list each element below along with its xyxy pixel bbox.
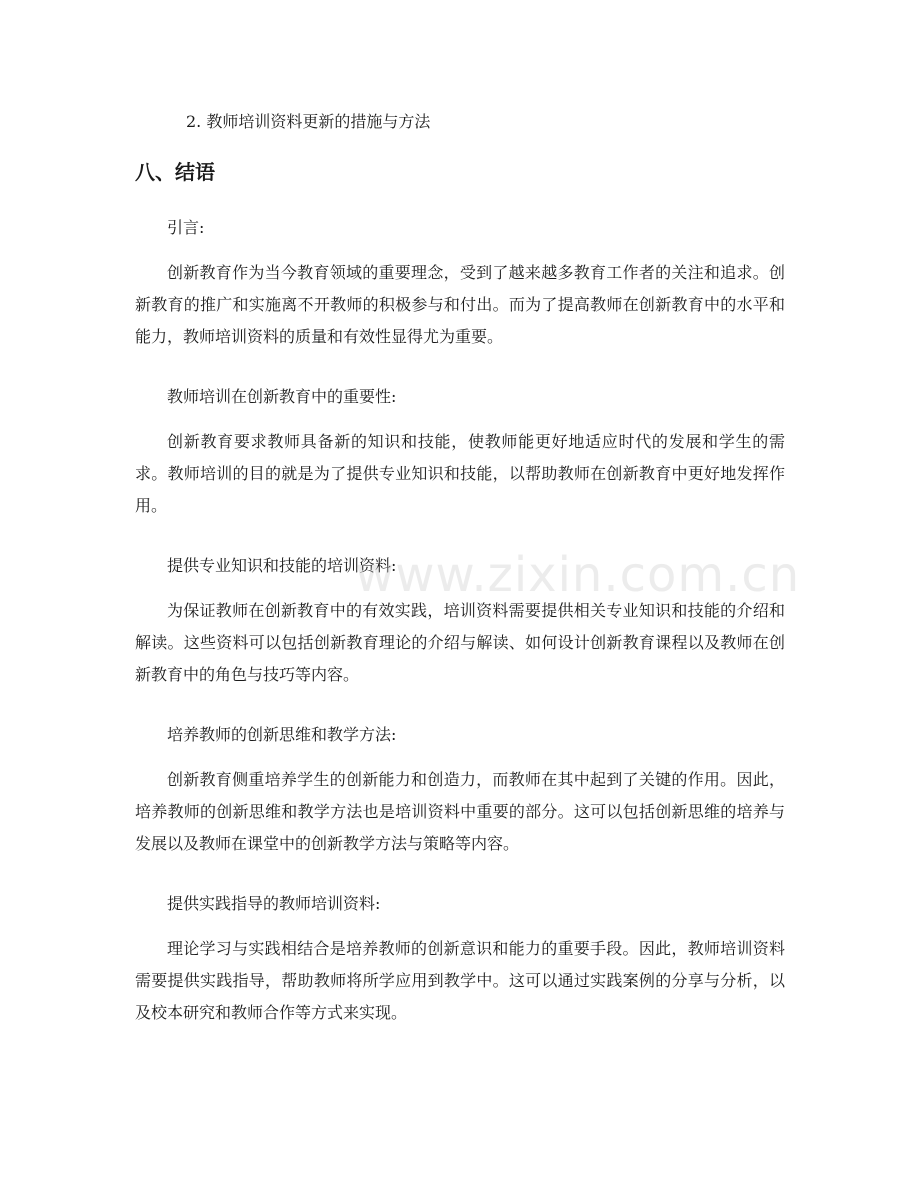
paragraph-professional-materials: 为保证教师在创新教育中的有效实践，培训资料需要提供相关专业知识和技能的介绍和解读。这些资料可以包括创新教育理论的介绍与解读、如何设计创新教育课程以及教师在创新教育中的角色与技巧等内容。 xyxy=(135,601,785,684)
subheading-importance: 教师培训在创新教育中的重要性: xyxy=(167,387,397,406)
list-item-measures: 2. 教师培训资料更新的措施与方法 xyxy=(186,112,431,131)
section-heading-conclusion: 八、结语 xyxy=(135,160,215,184)
subheading-practical-guidance: 提供实践指导的教师培训资料: xyxy=(167,894,381,913)
subheading-innovative-thinking: 培养教师的创新思维和教学方法: xyxy=(167,725,397,744)
paragraph-practical-guidance: 理论学习与实践相结合是培养教师的创新意识和能力的重要手段。因此，教师培训资料需要提供实践指导，帮助教师将所学应用到教学中。这可以通过实践案例的分享与分析，以及校本研究和教师合作等方式来实现。 xyxy=(135,939,785,1022)
watermark: www.zixin.com.cn xyxy=(355,547,801,603)
paragraph-innovative-thinking: 创新教育侧重培养学生的创新能力和创造力，而教师在其中起到了关键的作用。因此，培养教师的创新思维和教学方法也是培训资料中重要的部分。这可以包括创新思维的培养与发展以及教师在课堂中的创新教学方法与策略等内容。 xyxy=(135,770,785,853)
paragraph-importance: 创新教育要求教师具备新的知识和技能，使教师能更好地适应时代的发展和学生的需求。教师培训的目的就是为了提供专业知识和技能，以帮助教师在创新教育中更好地发挥作用。 xyxy=(135,432,785,515)
subheading-introduction: 引言: xyxy=(167,218,205,237)
paragraph-introduction: 创新教育作为当今教育领域的重要理念，受到了越来越多教育工作者的关注和追求。创新教育的推广和实施离不开教师的积极参与和付出。而为了提高教师在创新教育中的水平和能力，教师培训资料的质量和有效性显得尤为重要。 xyxy=(135,263,785,346)
subheading-professional-materials: 提供专业知识和技能的培训资料: xyxy=(167,556,397,575)
